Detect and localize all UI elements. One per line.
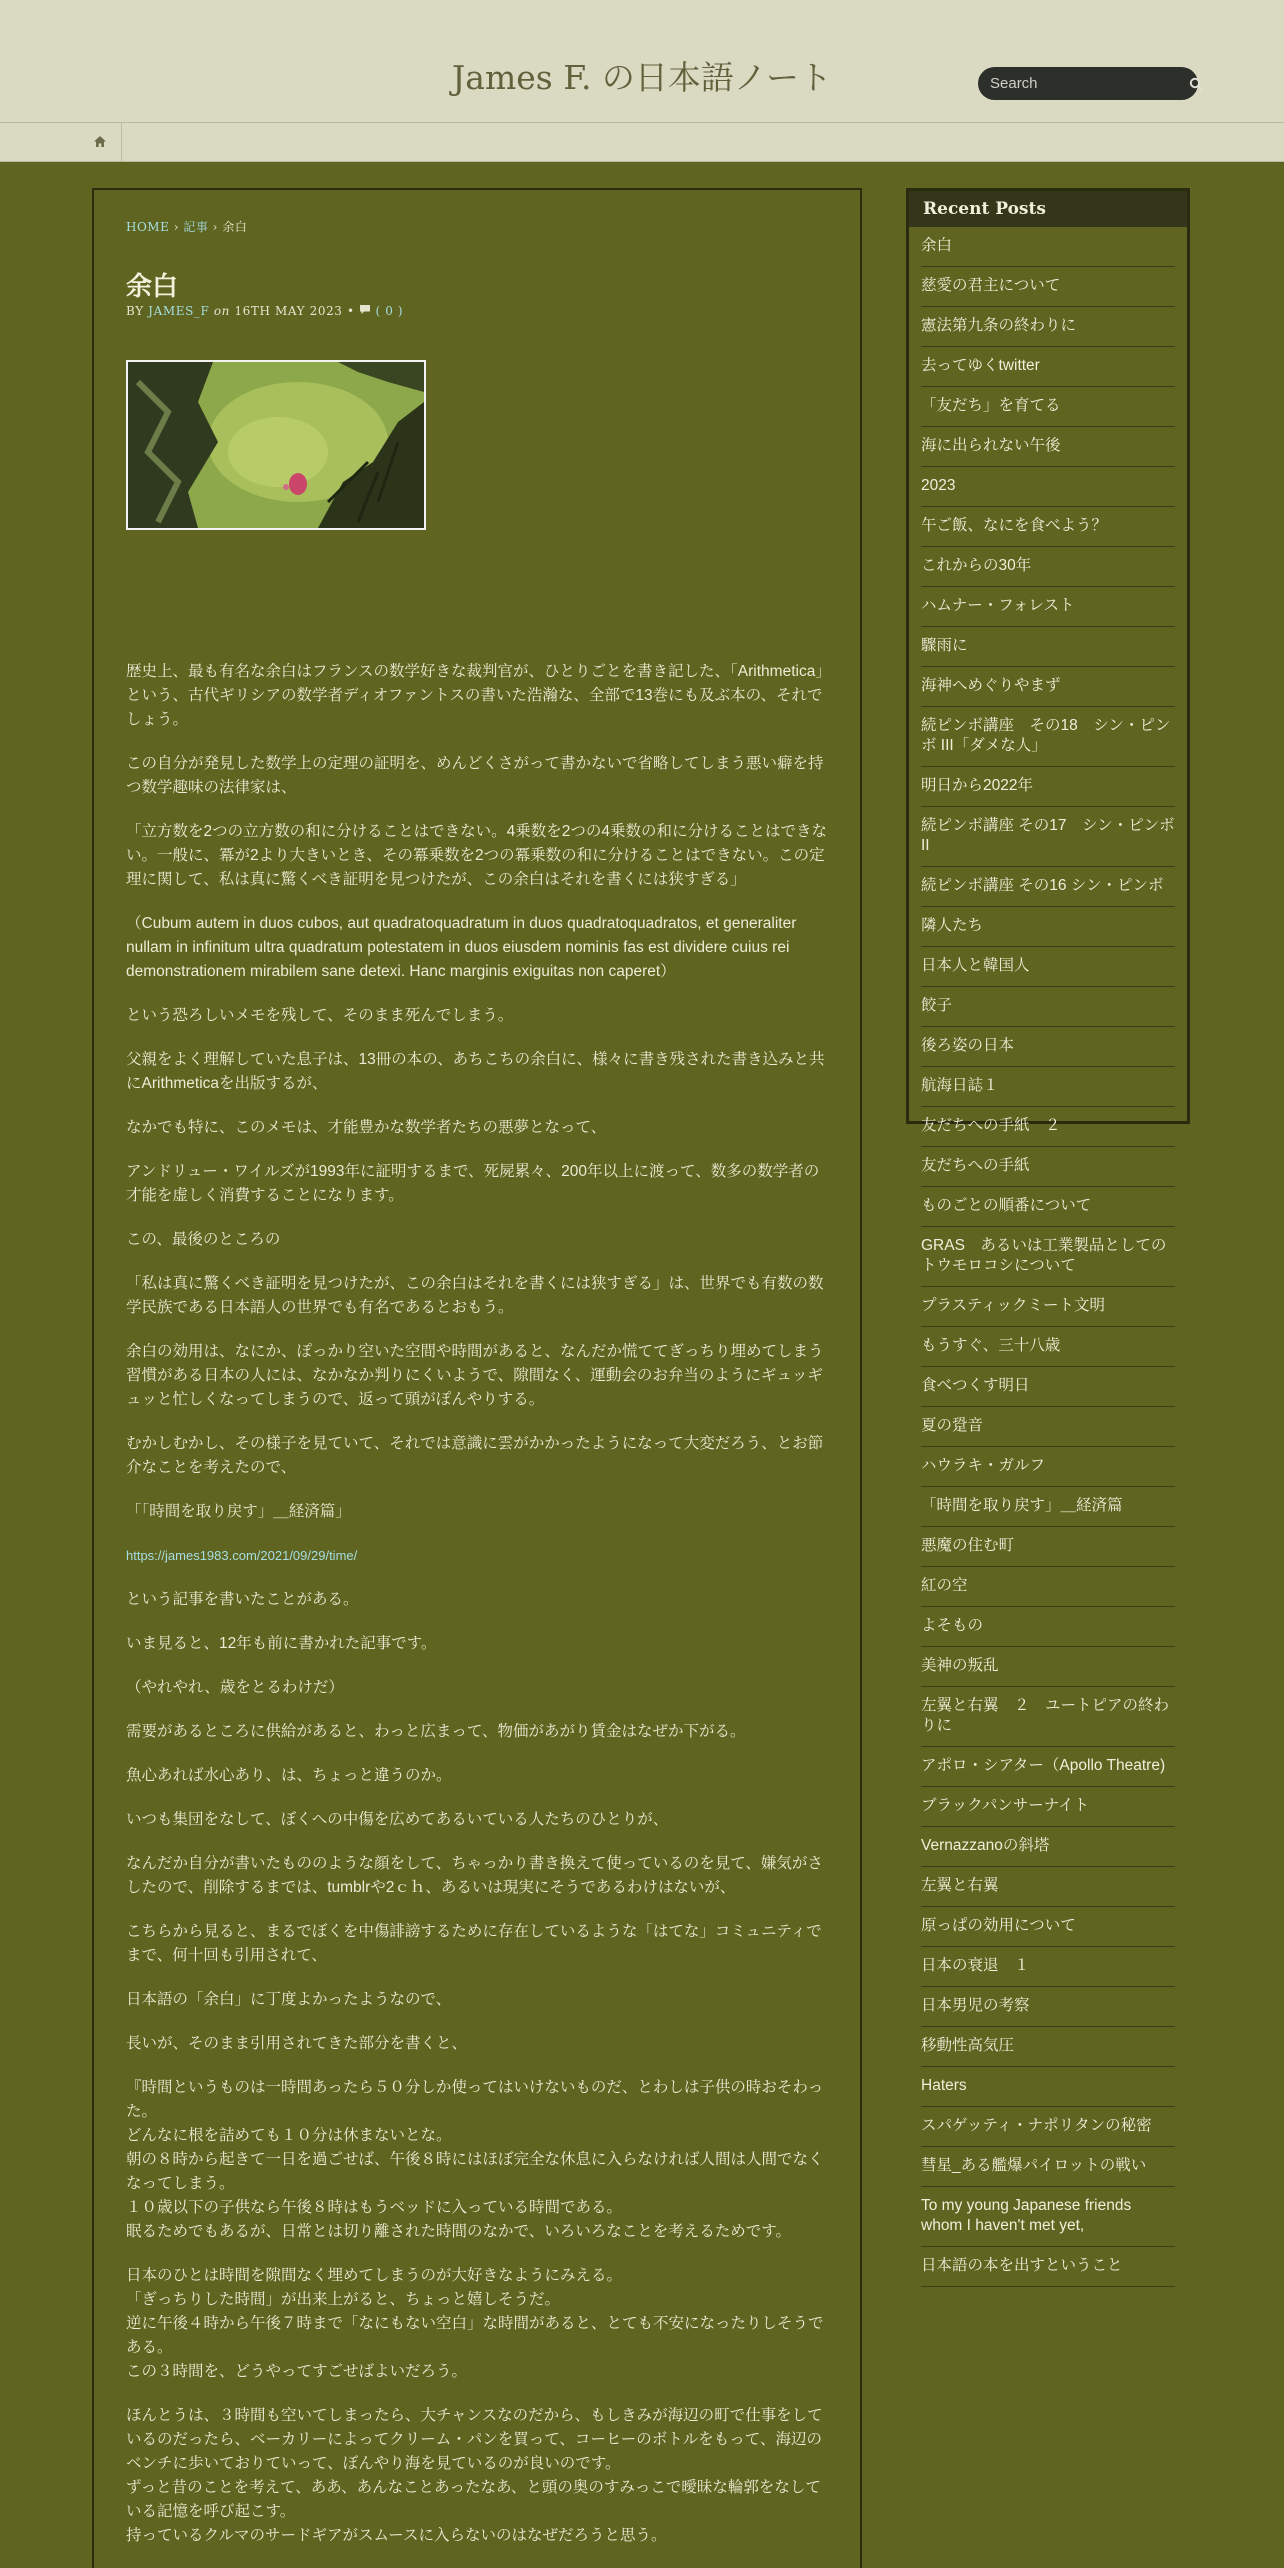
recent-post-link[interactable]: スパゲッティ・ナポリタンの秘密 bbox=[921, 2107, 1175, 2147]
breadcrumb-category[interactable]: 記事 bbox=[183, 220, 209, 234]
post-paragraph: （やれやれ、歳をとるわけだ） bbox=[126, 1679, 344, 1696]
post-paragraph: この、最後のところの bbox=[126, 1231, 281, 1248]
comment-icon bbox=[359, 304, 375, 318]
recent-post-link[interactable]: 餃子 bbox=[921, 987, 1175, 1027]
search-input[interactable] bbox=[990, 75, 1189, 92]
breadcrumb-current: 余白 bbox=[222, 220, 248, 234]
nav-bar bbox=[0, 122, 1284, 162]
recent-post-link[interactable]: 驟雨に bbox=[921, 627, 1175, 667]
post-paragraph: 歴史上、最も有名な余白はフランスの数学好きな裁判官が、ひとりごとを書き記した、「Arithmetica」という、古代ギリシアの数学者ディオファントスの書いた浩瀚な、全部で13巻にも及ぶ本の、それでしょう。 bbox=[126, 663, 831, 728]
post-paragraph: 需要があるところに供給があると、わっと広まって、物価があがり賃金はなぜか下がる。 bbox=[126, 1723, 746, 1740]
recent-post-link[interactable]: これからの30年 bbox=[921, 547, 1175, 587]
recent-post-link[interactable]: Vernazzanoの斜塔 bbox=[921, 1827, 1175, 1867]
comments-link[interactable]: ( 0 ) bbox=[375, 304, 404, 318]
post-paragraph: なかでも特に、このメモは、才能豊かな数学者たちの悪夢となって、 bbox=[126, 1119, 607, 1136]
main-content bbox=[92, 188, 862, 2568]
recent-post-link[interactable]: ものごとの順番について bbox=[921, 1187, 1175, 1227]
post-paragraph: 日本のひとは時間を隙間なく埋めてしまうのが大好きなようにみえる。 「ぎっちりした時間」が出来上がると、ちょっと嬉しそうだ。 逆に午後４時から午後７時まで「なにもない空白」な時間があると、とても不安になったりしそうである。 この３時間を、どうやってすごせばよいだろう。 bbox=[126, 2267, 824, 2380]
recent-post-link[interactable]: 続ピンボ講座 その17 シン・ピンボ II bbox=[921, 807, 1175, 867]
recent-post-link[interactable]: 左翼と右翼 ２ ユートピアの終わりに bbox=[921, 1687, 1175, 1747]
post-author[interactable]: JAMES_F bbox=[148, 304, 210, 318]
recent-post-link[interactable]: Haters bbox=[921, 2067, 1175, 2107]
meta-dot: • bbox=[346, 304, 355, 318]
post-meta bbox=[126, 304, 403, 318]
post-paragraph: この自分が発見した数学上の定理の証明を、めんどくさがって書かないで省略してしまう悪い癖を持つ数学趣味の法律家は、 bbox=[126, 755, 824, 796]
post-paragraph: アンドリュー・ワイルズが1993年に証明するまで、死屍累々、200年以上に渡って、数多の数学者の才能を虚しく消費することになります。 bbox=[126, 1163, 820, 1204]
meta-by: BY bbox=[126, 304, 144, 318]
post-paragraph: 「「時間を取り戻す」＿経済篇」 bbox=[126, 1503, 351, 1520]
recent-post-link[interactable]: 日本人と韓国人 bbox=[921, 947, 1175, 987]
recent-post-link[interactable]: 航海日誌１ bbox=[921, 1067, 1175, 1107]
post-paragraph: ほんとうは、３時間も空いてしまったら、大チャンスなのだから、もしきみが海辺の町で仕事をしているのだったら、ベーカリーによってクリーム・パンを買って、コーヒーのボトルをもって、海辺のベンチに歩いておりていって、ぼんやり海を見ているのが良いのです。 ずっと昔のことを考えて、ああ、あんなことあったなあ、と頭の奥のすみっこで曖昧な輪郭をなしている記憶を呼び起こす。 持っているクルマのサードギアがスムースに入らないのはなぜだろうと思う。 bbox=[126, 2407, 823, 2544]
recent-post-link[interactable]: 海に出られない午後 bbox=[921, 427, 1175, 467]
recent-post-link[interactable]: 美神の叛乱 bbox=[921, 1647, 1175, 1687]
site-header bbox=[0, 0, 1284, 122]
sidebar-recent-posts bbox=[906, 188, 1190, 2274]
recent-post-link[interactable]: To my young Japanese friends whom I haven't met yet, bbox=[921, 2187, 1175, 2247]
meta-on: on bbox=[213, 304, 231, 318]
recent-post-link[interactable]: 彗星_ある艦爆パイロットの戦い bbox=[921, 2147, 1175, 2187]
recent-post-link[interactable]: 日本の衰退 １ bbox=[921, 1947, 1175, 1987]
home-button[interactable] bbox=[78, 123, 122, 162]
recent-post-link[interactable]: GRAS あるいは工業製品としてのトウモロコシについて bbox=[921, 1227, 1175, 1287]
post-paragraph: いま見ると、12年も前に書かれた記事です。 bbox=[126, 1635, 437, 1652]
post-featured-image[interactable] bbox=[126, 360, 426, 530]
home-icon bbox=[93, 133, 107, 152]
recent-post-link[interactable]: ハムナー・フォレスト bbox=[921, 587, 1175, 627]
recent-post-link[interactable]: 日本男児の考察 bbox=[921, 1987, 1175, 2027]
recent-post-link[interactable]: 余白 bbox=[921, 227, 1175, 267]
recent-post-link[interactable]: 午ご飯、なにを食べよう？ bbox=[921, 507, 1175, 547]
post-paragraph: 「立方数を2つの立方数の和に分けることはできない。4乗数を2つの4乗数の和に分けることはできない。一般に、冪が2より大きいとき、その冪乗数を2つの冪乗数の和に分けることはできない。この定理に関して、私は真に驚くべき証明を見つけたが、この余白はそれを書くには狭すぎる」 bbox=[126, 823, 827, 888]
recent-post-link[interactable]: 去ってゆくtwitter bbox=[921, 347, 1175, 387]
post-paragraph: という記事を書いたことがある。 bbox=[126, 1591, 359, 1608]
recent-post-link[interactable]: 明日から2022年 bbox=[921, 767, 1175, 807]
recent-post-link[interactable]: ハウラキ・ガルフ bbox=[921, 1447, 1175, 1487]
post-link[interactable]: https://james1983.com/2021/09/29/time/ bbox=[126, 1548, 358, 1563]
recent-post-link[interactable]: 友だちへの手紙 bbox=[921, 1147, 1175, 1187]
recent-post-link[interactable]: 悪魔の住む町 bbox=[921, 1527, 1175, 1567]
recent-post-link[interactable]: よそもの bbox=[921, 1607, 1175, 1647]
recent-post-link[interactable]: ブラックパンサーナイト bbox=[921, 1787, 1175, 1827]
recent-post-link[interactable]: 左翼と右翼 bbox=[921, 1867, 1175, 1907]
post-paragraph: なんだか自分が書いたもののような顔をして、ちゃっかり書き換えて使っているのを見て、嫌気がさしたので、削除するまでは、tumblrや2ｃｈ、あるいは現実にそうであるわけはないが、 bbox=[126, 1855, 823, 1896]
post-paragraph: 長いが、そのまま引用されてきた部分を書くと、 bbox=[126, 2035, 468, 2052]
recent-post-link[interactable]: もうすぐ、三十八歳 bbox=[921, 1327, 1175, 1367]
post-paragraph: 父親をよく理解していた息子は、13冊の本の、あちこちの余白に、様々に書き残された書き込みと共にArithmeticaを出版するが、 bbox=[126, 1051, 825, 1092]
post-paragraph: こちらから見ると、まるでぼくを中傷誹謗するために存在しているような「はてな」コミュニティでまで、何十回も引用されて、 bbox=[126, 1923, 822, 1964]
post-paragraph: （Cubum autem in duos cubos, aut quadratoquadratum in duos quadratoquadratos, et generaliter nullam in infinitum ultra quadratum potestatem in duos eiusdem nominis fas est dividere cuius rei demonstrationem mirabilem sane detexi. Hanc marginis exiguitas non caperet） bbox=[126, 915, 797, 980]
post-paragraph: 「私は真に驚くべき証明を見つけたが、この余白はそれを書くには狭すぎる」は、世界でも有数の数学民族である日本語人の世界でも有名であるとおもう。 bbox=[126, 1275, 824, 1316]
recent-post-link[interactable]: 海神へめぐりやまず bbox=[921, 667, 1175, 707]
post-paragraph: むかしむかし、その様子を見ていて、それでは意識に雲がかかったようになって大変だろう、とお節介なことを考えたので、 bbox=[126, 1435, 824, 1476]
recent-posts-list bbox=[913, 227, 1183, 2287]
post-link-paragraph bbox=[126, 1544, 831, 1568]
post-title: 余白 bbox=[126, 272, 179, 302]
breadcrumb-separator: › bbox=[212, 220, 218, 234]
recent-post-link[interactable]: 後ろ姿の日本 bbox=[921, 1027, 1175, 1067]
recent-post-link[interactable]: アポロ・シアター（Apollo Theatre) bbox=[921, 1747, 1175, 1787]
post-paragraph: という恐ろしいメモを残して、そのまま死んでしまう。 bbox=[126, 1007, 514, 1024]
search-box[interactable] bbox=[978, 67, 1198, 100]
post-body bbox=[126, 660, 831, 2568]
recent-post-link[interactable]: 隣人たち bbox=[921, 907, 1175, 947]
site-title[interactable]: James F. の日本語ノート bbox=[452, 58, 832, 97]
recent-post-link[interactable]: 食べつくす明日 bbox=[921, 1367, 1175, 1407]
recent-post-link[interactable]: 紅の空 bbox=[921, 1567, 1175, 1607]
post-paragraph: 日本語の「余白」に丁度よかったようなので、 bbox=[126, 1991, 452, 2008]
recent-post-link[interactable]: 原っぱの効用について bbox=[921, 1907, 1175, 1947]
post-date: 16TH MAY 2023 bbox=[234, 304, 343, 318]
search-icon[interactable] bbox=[1189, 75, 1203, 93]
recent-post-link[interactable]: プラスティックミート文明 bbox=[921, 1287, 1175, 1327]
recent-post-link[interactable]: 2023 bbox=[921, 467, 1175, 507]
recent-post-link[interactable]: 慈愛の君主について bbox=[921, 267, 1175, 307]
post-paragraph: 『時間というものは一時間あったら５０分しか使ってはいけないものだ、とわしは子供の時おそわった。 どんなに根を詰めても１０分は休まないとな。 朝の８時から起きて一日を過ごせば、午後８時にはほぼ完全な休息に入らなければ人間は人間でなくなってしまう。 １０歳以下の子供なら午後８時はもうベッドに入っている時間である。 眠るためでもあるが、日常とは切り離された時間のなかで、いろいろなことを考えるためです。 bbox=[126, 2079, 824, 2240]
breadcrumb-home[interactable]: HOME bbox=[126, 220, 170, 234]
recent-post-link[interactable]: 移動性高気圧 bbox=[921, 2027, 1175, 2067]
post-paragraph: いつも集団をなして、ぼくへの中傷を広めてあるいている人たちのひとりが、 bbox=[126, 1811, 669, 1828]
recent-post-link[interactable]: 日本語の本を出すということ bbox=[921, 2247, 1175, 2287]
post-paragraph: 魚心あれば水心あり、は、ちょっと違うのか。 bbox=[126, 1767, 452, 1784]
recent-post-link[interactable]: 「友だち」を育てる bbox=[921, 387, 1175, 427]
recent-post-link[interactable]: 続ピンボ講座 その16 シン・ピンボ bbox=[921, 867, 1175, 907]
recent-post-link[interactable]: 友だちへの手紙 ２ bbox=[921, 1107, 1175, 1147]
recent-post-link[interactable]: 続ピンボ講座 その18 シン・ピンボ III「ダメな人」 bbox=[921, 707, 1175, 767]
recent-post-link[interactable]: 憲法第九条の終わりに bbox=[921, 307, 1175, 347]
recent-post-link[interactable]: 夏の跫音 bbox=[921, 1407, 1175, 1447]
recent-post-link[interactable]: 「時間を取り戻す」＿経済篇 bbox=[921, 1487, 1175, 1527]
breadcrumb-separator: › bbox=[173, 220, 179, 234]
sidebar-title: Recent Posts bbox=[909, 191, 1187, 227]
post-paragraph: 余白の効用は、なにか、ぽっかり空いた空間や時間があると、なんだか慌ててぎっちり埋めてしまう習慣がある日本の人には、なかなか判りにくいようで、隙間なく、運動会のお弁当のようにギュッギュッと忙しくなってしまうので、返って頭がぽんやりする。 bbox=[126, 1343, 824, 1408]
breadcrumb bbox=[126, 218, 247, 235]
